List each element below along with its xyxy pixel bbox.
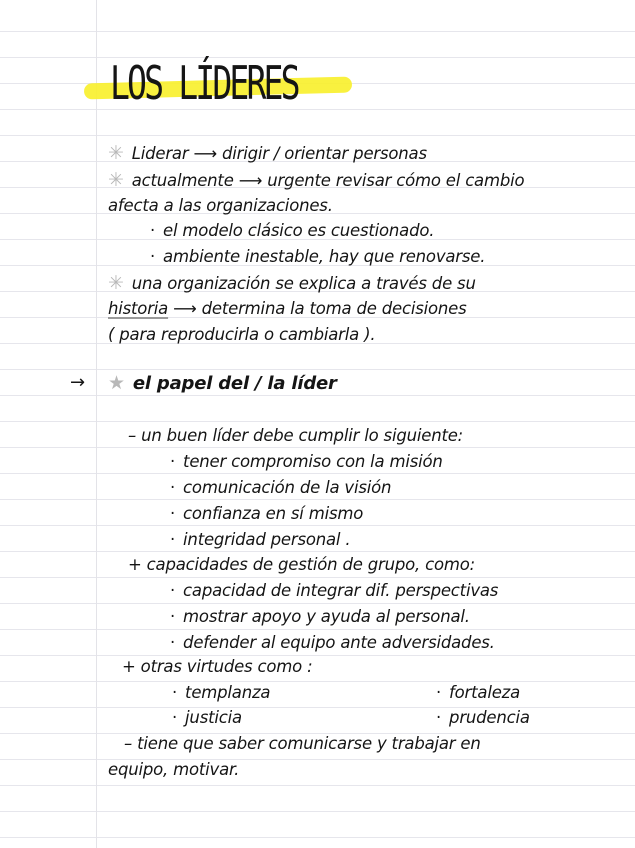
- title-block: [84, 52, 364, 114]
- group-item: [170, 632, 495, 654]
- group-item-text: capacidad de integrar dif. perspectivas: [183, 581, 499, 600]
- section-heading-text: el papel del / la líder: [132, 373, 337, 394]
- virtues-row: [172, 707, 572, 729]
- virtues-intro: + otras virtudes como :: [122, 657, 313, 676]
- bullet-dot: ·: [170, 530, 176, 549]
- leader-item: [170, 503, 363, 525]
- group-item-text: defender al equipo ante adversidades.: [183, 633, 495, 652]
- leader-item-text: integridad personal .: [183, 530, 351, 549]
- star-icon: ✳: [108, 272, 124, 294]
- group-item: [170, 606, 470, 628]
- leader-intro: – un buen líder debe cumplir lo siguiente:: [128, 426, 464, 445]
- bullet-dot: ·: [172, 683, 178, 702]
- star-icon: ✳: [108, 169, 124, 191]
- section-heading: [108, 372, 337, 395]
- organizacion-text-1: una organización se explica a través de su: [131, 274, 476, 293]
- closing-line-1: – tiene que saber comunicarse y trabajar en: [124, 734, 481, 753]
- bullet-dot: ·: [170, 504, 176, 523]
- leader-item-text: confianza en sí mismo: [183, 504, 364, 523]
- group-item: [170, 580, 498, 602]
- intro-item-actualmente: [108, 169, 524, 192]
- sub-bullet-ambiente: [150, 246, 485, 268]
- sub-bullet-text: ambiente inestable, hay que renovarse.: [163, 247, 486, 266]
- virtue-templanza: templanza: [185, 683, 271, 702]
- sub-bullet-modelo: [150, 220, 434, 242]
- actualmente-text-1: urgente revisar cómo el cambio: [267, 171, 525, 190]
- closing-line-2: equipo, motivar.: [108, 760, 240, 779]
- bullet-dot: ·: [170, 452, 176, 471]
- bullet-dot: ·: [170, 478, 176, 497]
- arrow-icon: ⟶: [173, 299, 197, 318]
- intro-item-organizacion: [108, 272, 476, 295]
- virtue-prudencia: prudencia: [449, 708, 530, 727]
- bullet-dot: ·: [170, 581, 176, 600]
- term-historia: historia: [108, 299, 169, 318]
- actualmente-text-2: afecta a las organizaciones.: [108, 196, 333, 215]
- bullet-dot: ·: [436, 708, 442, 727]
- virtue-justicia: justicia: [185, 708, 242, 727]
- bullet-dot: ·: [170, 633, 176, 652]
- virtues-row: [172, 682, 572, 704]
- virtue-right-col: [436, 682, 520, 704]
- group-item-text: mostrar apoyo y ayuda al personal.: [183, 607, 470, 626]
- virtue-fortaleza: fortaleza: [449, 683, 521, 702]
- leader-item: [170, 529, 350, 551]
- organizacion-text-2: [108, 298, 467, 320]
- arrow-icon: ⟶: [238, 171, 263, 190]
- bullet-dot: ·: [150, 247, 156, 266]
- bullet-dot: ·: [436, 683, 442, 702]
- section-arrow-icon: →: [70, 372, 86, 393]
- page-title: LOS LÍDERES: [110, 56, 298, 110]
- sub-bullet-text: el modelo clásico es cuestionado.: [163, 221, 435, 240]
- virtue-right-col: [436, 707, 530, 729]
- bullet-dot: ·: [170, 607, 176, 626]
- arrow-icon: ⟶: [193, 144, 217, 163]
- leader-item-text: comunicación de la visión: [183, 478, 392, 497]
- historia-definition: determina la toma de decisiones: [201, 299, 467, 318]
- organizacion-text-3: ( para reproducirla o cambiarla ).: [108, 325, 376, 344]
- group-intro: + capacidades de gestión de grupo, como:: [128, 555, 476, 574]
- term-actualmente: actualmente: [131, 171, 234, 190]
- leader-item: [170, 451, 443, 473]
- leader-item-text: tener compromiso con la misión: [183, 452, 443, 471]
- star-icon: ★: [108, 372, 125, 394]
- star-icon: ✳: [108, 142, 124, 164]
- leader-item: [170, 477, 391, 499]
- definition-liderar: dirigir / orientar personas: [221, 144, 427, 163]
- bullet-dot: ·: [150, 221, 156, 240]
- term-liderar: Liderar: [131, 144, 189, 163]
- intro-item-liderar: [108, 142, 427, 165]
- bullet-dot: ·: [172, 708, 178, 727]
